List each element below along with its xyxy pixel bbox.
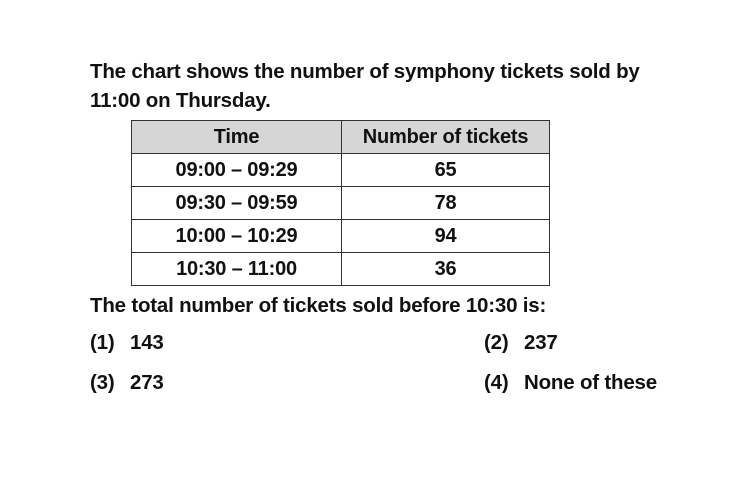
option-text: 237 (524, 331, 558, 354)
question-prompt: The total number of tickets sold before 10:30 is: (90, 294, 547, 317)
time-cell: 10:00 – 10:29 (132, 220, 342, 253)
tickets-cell: 94 (342, 220, 550, 253)
option-2[interactable] (484, 331, 558, 355)
time-cell: 09:30 – 09:59 (132, 187, 342, 220)
table-row (132, 253, 550, 286)
header-number-of-tickets: Number of tickets (342, 121, 550, 154)
option-4[interactable] (484, 371, 657, 395)
option-number: (4) (484, 371, 509, 394)
tickets-cell: 36 (342, 253, 550, 286)
tickets-table (131, 120, 550, 286)
tickets-cell: 65 (342, 154, 550, 187)
table-row (132, 187, 550, 220)
option-number: (3) (90, 371, 115, 394)
option-number: (2) (484, 331, 509, 354)
option-text: 273 (130, 371, 164, 394)
time-cell: 10:30 – 11:00 (132, 253, 342, 286)
option-text: None of these (524, 371, 657, 394)
answer-options (90, 331, 690, 421)
question-card (90, 57, 690, 421)
option-1[interactable] (90, 331, 164, 355)
table-row (132, 154, 550, 187)
time-cell: 09:00 – 09:29 (132, 154, 342, 187)
table-row (132, 220, 550, 253)
option-3[interactable] (90, 371, 164, 395)
option-number: (1) (90, 331, 115, 354)
question-line-1: The chart shows the number of symphony tickets sold by (90, 60, 640, 83)
option-text: 143 (130, 331, 164, 354)
header-time: Time (132, 121, 342, 154)
table-header-row (132, 121, 550, 154)
question-line-2: 11:00 on Thursday. (90, 89, 271, 112)
question-text (90, 57, 690, 115)
tickets-cell: 78 (342, 187, 550, 220)
